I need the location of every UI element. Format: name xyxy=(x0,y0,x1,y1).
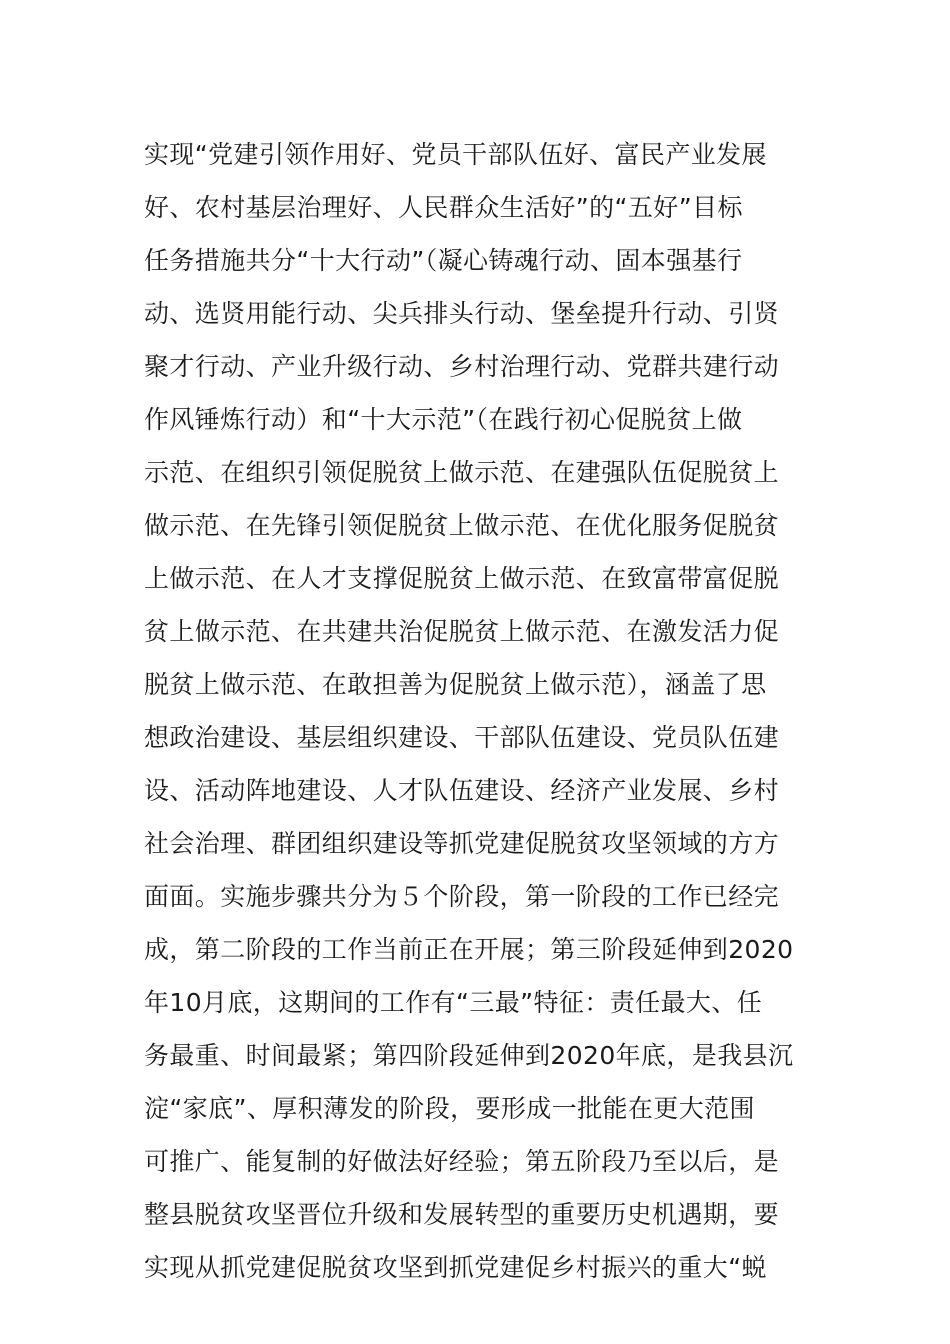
text-line: 动、选贤用能行动、尖兵排头行动、堡垒提升行动、引贤 xyxy=(144,299,780,328)
text-line: 示范、在组织引领促脱贫上做示范、在建强队伍促脱贫上 xyxy=(144,458,780,487)
text-line: 脱贫上做示范、在敢担善为促脱贫上做示范），涵盖了思 xyxy=(144,670,767,699)
text-line: 贫上做示范、在共建共治促脱贫上做示范、在激发活力促 xyxy=(144,617,780,646)
text-line: 成，第二阶段的工作当前正在开展；第三阶段延伸到2020 xyxy=(144,935,794,964)
text-line: 整县脱贫攻坚晋位升级和发展转型的重要历史机遇期，要 xyxy=(144,1200,780,1229)
text-line: 好、农村基层治理好、人民群众生活好”的“五好”目标 xyxy=(144,193,743,222)
text-line: 面面。实施步骤共分为５个阶段，第一阶段的工作已经完 xyxy=(144,882,780,911)
text-line: 可推广、能复制的好做法好经验；第五阶段乃至以后，是 xyxy=(144,1147,780,1176)
text-line: 聚才行动、产业升级行动、乡村治理行动、党群共建行动 xyxy=(144,352,780,381)
text-line: 做示范、在先锋引领促脱贫上做示范、在优化服务促脱贫 xyxy=(144,511,780,540)
text-line: 年10月底，这期间的工作有“三最”特征：责任最大、任 xyxy=(144,988,763,1017)
text-line: 实现“党建引领作用好、党员干部队伍好、富民产业发展 xyxy=(144,140,767,169)
text-line: 上做示范、在人才支撑促脱贫上做示范、在致富带富促脱 xyxy=(144,564,780,593)
text-line: 任务措施共分“十大行动”（凝心铸魂行动、固本强基行 xyxy=(144,246,743,275)
text-line: 实现从抓党建促脱贫攻坚到抓党建促乡村振兴的重大“蜕 xyxy=(144,1253,767,1282)
text-line: 设、活动阵地建设、人才队伍建设、经济产业发展、乡村 xyxy=(144,776,780,805)
text-line: 想政治建设、基层组织建设、干部队伍建设、党员队伍建 xyxy=(144,723,780,752)
text-line: 淀“家底”、厚积薄发的阶段，要形成一批能在更大范围 xyxy=(144,1094,755,1123)
text-line: 务最重、时间最紧；第四阶段延伸到2020年底，是我县沉 xyxy=(144,1041,794,1070)
body-paragraph xyxy=(144,128,814,1294)
text-line: 作风锤炼行动）和“十大示范”（在践行初心促脱贫上做 xyxy=(144,405,743,434)
text-line: 社会治理、群团组织建设等抓党建促脱贫攻坚领域的方方 xyxy=(144,829,780,858)
